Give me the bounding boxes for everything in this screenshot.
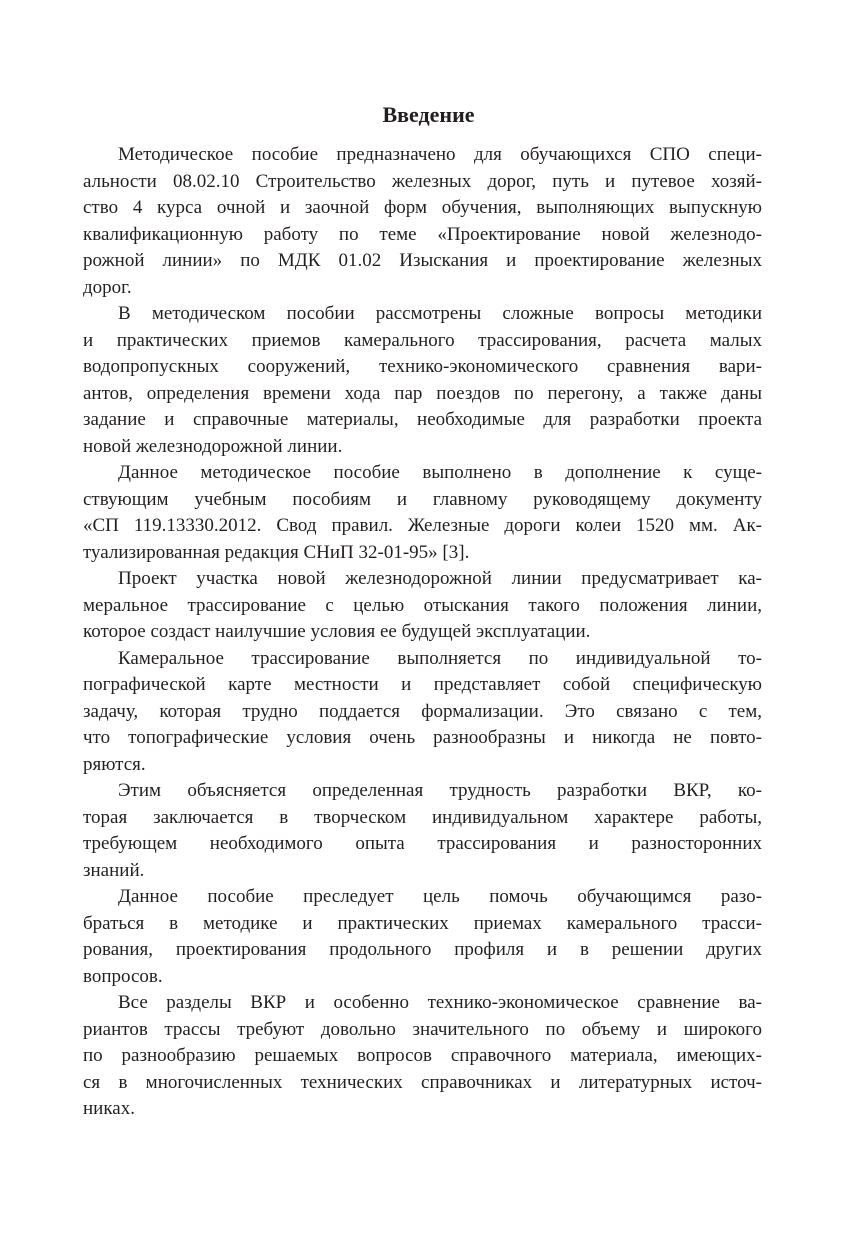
text-line: водопропускных сооружений, технико-экономического сравнения вари- <box>83 356 762 377</box>
text-line: дорог. <box>83 276 132 298</box>
text-line: ся в многочисленных технических справочниках и литературных источ- <box>83 1071 762 1093</box>
paragraph <box>83 566 762 646</box>
paragraph <box>83 460 762 566</box>
text-line: Данное пособие преследует цель помочь обучающимся разо- <box>118 886 762 907</box>
text-line: по разнообразию решаемых вопросов справочного материала, имеющих- <box>83 1045 762 1066</box>
text-line: «СП 119.13330.2012. Свод правил. Железные дороги колеи 1520 мм. Ак- <box>83 515 762 536</box>
text-line: задачу, которая трудно поддается формализации. Это связано с тем, <box>83 700 762 722</box>
paragraph <box>83 301 762 460</box>
text-line: Этим объясняется определенная трудность разработки ВКР, ко- <box>118 780 762 801</box>
page-title: Введение <box>382 102 475 127</box>
paragraph <box>83 884 762 990</box>
text-line: Данное методическое пособие выполнено в дополнение к суще- <box>118 462 762 483</box>
text-line: никах. <box>83 1098 135 1119</box>
text-line: Камеральное трассирование выполняется по индивидуальной то- <box>118 647 762 669</box>
text-line: меральное трассирование с целью отыскания такого положения линии, <box>83 594 762 616</box>
paragraph <box>83 646 762 779</box>
text-line: вопросов. <box>83 965 163 987</box>
paragraph <box>83 142 762 301</box>
text-line: браться в методике и практических приемах камерального трасси- <box>83 912 762 934</box>
text-line: рожной линии» по МДК 01.02 Изыскания и проектирование железных <box>83 250 762 271</box>
text-line: Все разделы ВКР и особенно технико-экономическое сравнение ва- <box>118 992 762 1013</box>
text-line: пографической карте местности и представляет собой специфическую <box>83 674 762 695</box>
text-line: которое создаст наилучшие условия ее будущей эксплуатации. <box>83 621 591 642</box>
text-line: Методическое пособие предназначено для обучающихся СПО специ- <box>118 144 762 165</box>
text-line: антов, определения времени хода пар поездов по перегону, а также даны <box>83 382 762 404</box>
text-line: квалификационную работу по теме «Проектирование новой железнодо- <box>83 223 762 245</box>
paragraph <box>83 990 762 1123</box>
text-line: знаний. <box>83 859 145 881</box>
text-line: задание и справочные материалы, необходимые для разработки проекта <box>83 409 762 430</box>
text-line: ствующим учебным пособиям и главному руководящему документу <box>83 488 762 510</box>
text-line: В методическом пособии рассмотрены сложные вопросы методики <box>118 303 762 324</box>
text-line: что топографические условия очень разнообразны и никогда не повто- <box>83 727 762 748</box>
text-line: торая заключается в творческом индивидуальном характере работы, <box>83 806 762 828</box>
text-line: Проект участка новой железнодорожной линии предусматривает ка- <box>118 568 762 589</box>
text-line: новой железнодорожной линии. <box>83 435 343 457</box>
text-line: туализированная редакция СНиП 32-01-95» [3]. <box>83 541 470 563</box>
text-line: и практических приемов камерального трассирования, расчета малых <box>83 329 762 351</box>
text-line: риантов трассы требуют довольно значительного по объему и широкого <box>83 1018 762 1040</box>
text-line: ство 4 курса очной и заочной форм обучения, выполняющих выпускную <box>83 197 762 218</box>
text-line: рования, проектирования продольного профиля и в решении других <box>83 939 762 960</box>
paragraph <box>83 778 762 884</box>
text-line: альности 08.02.10 Строительство железных дорог, путь и путевое хозяй- <box>83 170 762 192</box>
text-line: требующем необходимого опыта трассирования и разносторонних <box>83 833 762 854</box>
text-line: ряются. <box>83 753 146 775</box>
document-body <box>83 142 762 1123</box>
